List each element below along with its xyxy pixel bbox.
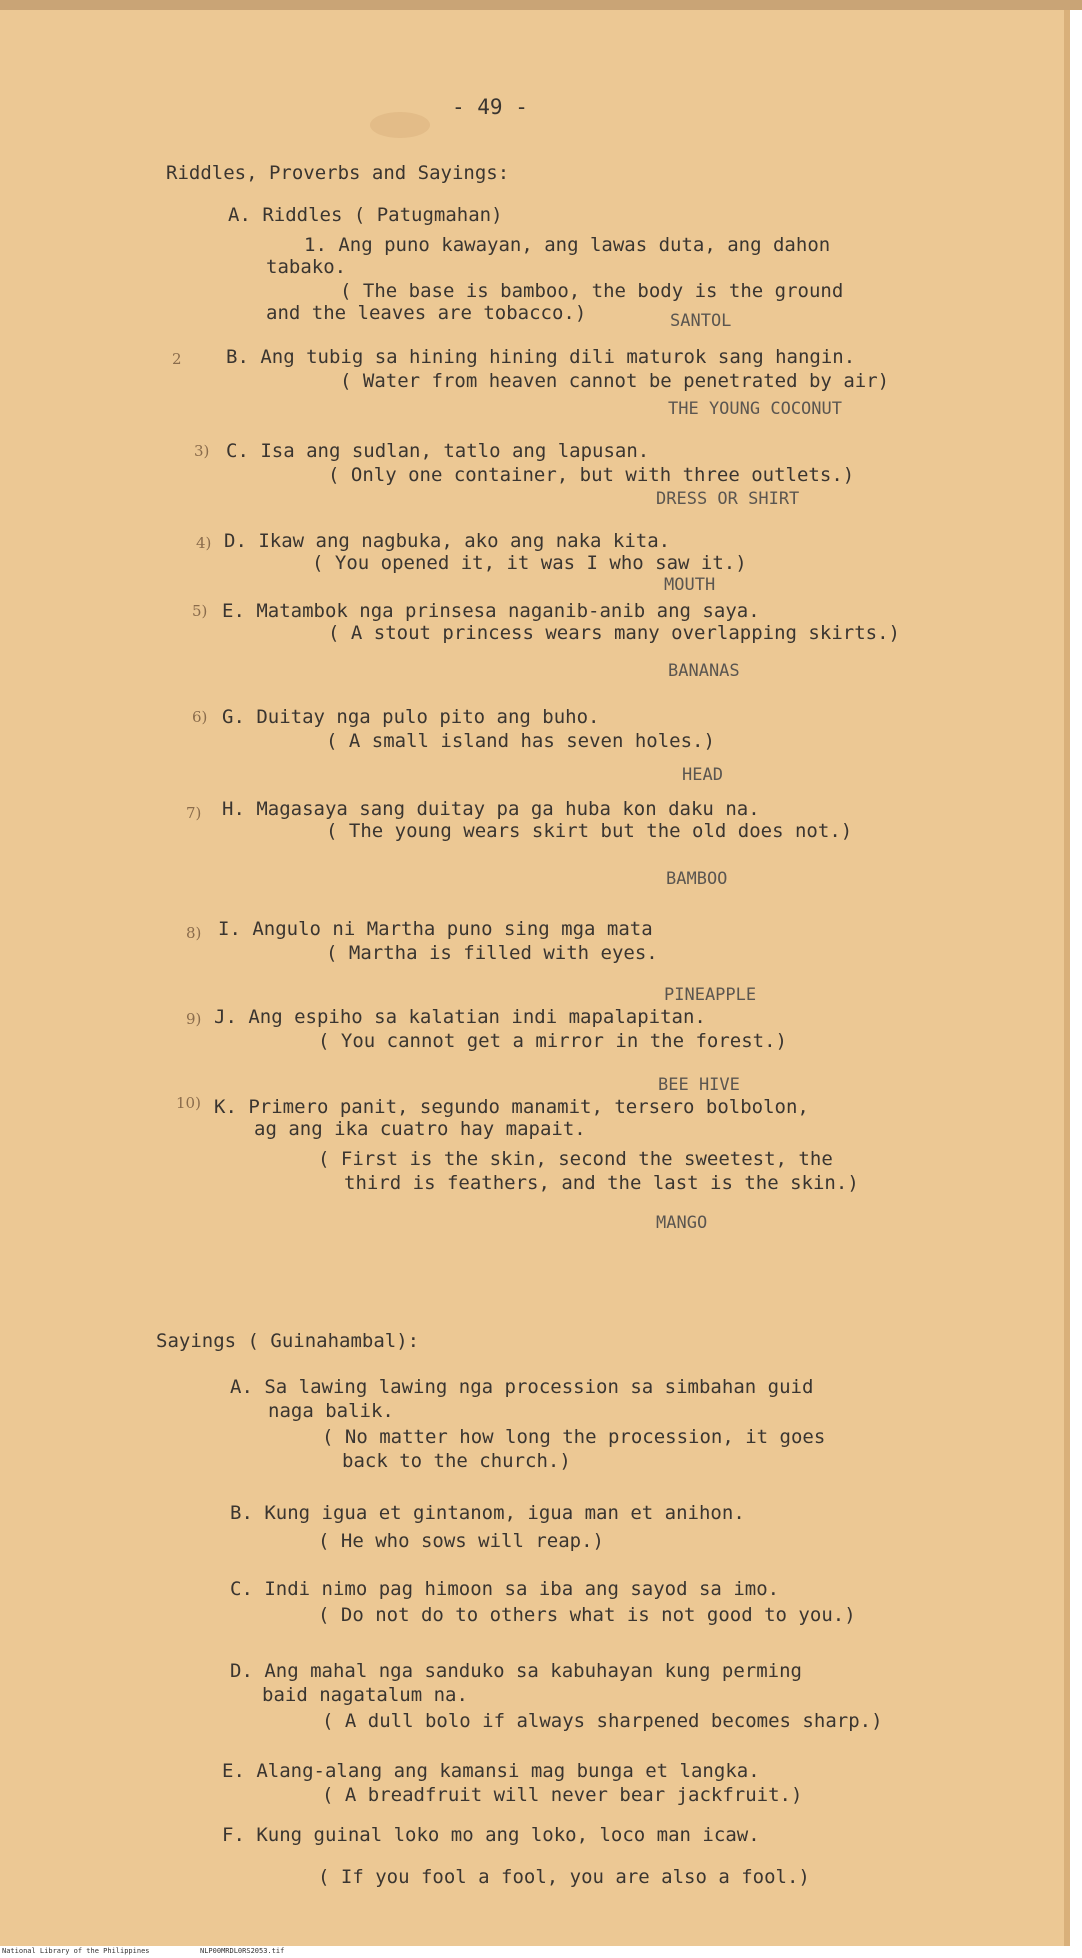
subheading-riddles: A. Riddles ( Patugmahan) [228, 204, 503, 226]
riddle-k-line-3: ( First is the skin, second the sweetest, the [318, 1148, 833, 1170]
riddle-e-line-1: E. Matambok nga prinsesa naganib-anib ang saya. [222, 600, 760, 622]
riddle-c-number-mark: 3) [194, 442, 210, 460]
riddle-1-line-3: ( The base is bamboo, the body is the ground [340, 280, 844, 302]
footer-bar [0, 1946, 1082, 1958]
riddle-1-line-4: and the leaves are tobacco.) [266, 302, 587, 324]
saying-a-line-4: back to the church.) [342, 1450, 571, 1472]
scan-edge [0, 0, 1082, 10]
riddle-e-number-mark: 5) [192, 602, 208, 620]
saying-e-line-1: E. Alang-alang ang kamansi mag bunga et langka. [222, 1760, 760, 1782]
riddle-h-line-2: ( The young wears skirt but the old does not.) [326, 820, 853, 842]
riddle-e-answer: BANANAS [668, 661, 740, 681]
riddle-c-answer: DRESS OR SHIRT [656, 489, 800, 509]
saying-a-line-1: A. Sa lawing lawing nga procession sa simbahan guid [230, 1376, 814, 1398]
riddle-k-line-4: third is feathers, and the last is the skin.) [344, 1172, 859, 1194]
riddle-g-line-1: G. Duitay nga pulo pito ang buho. [222, 706, 600, 728]
saying-b-line-2: ( He who sows will reap.) [318, 1530, 604, 1552]
paper-stain [370, 112, 430, 138]
riddle-g-number-mark: 6) [192, 708, 208, 726]
saying-a-line-2: naga balik. [268, 1400, 394, 1422]
section-heading-riddles: Riddles, Proverbs and Sayings: [166, 162, 510, 184]
riddle-d-line-2: ( You opened it, it was I who saw it.) [312, 552, 747, 574]
riddle-h-answer: BAMBOO [666, 869, 728, 889]
riddle-k-number-mark: 10) [176, 1094, 201, 1112]
riddle-b-answer: THE YOUNG COCONUT [668, 399, 842, 419]
page-number: - 49 - [452, 95, 528, 119]
riddle-j-line-1: J. Ang espiho sa kalatian indi mapalapitan. [214, 1006, 706, 1028]
riddle-d-line-1: D. Ikaw ang nagbuka, ako ang naka kita. [224, 530, 671, 552]
saying-f-line-2: ( If you fool a fool, you are also a fool.) [318, 1866, 810, 1888]
riddle-1-answer: SANTOL [670, 311, 732, 331]
saying-b-line-1: B. Kung igua et gintanom, igua man et anihon. [230, 1502, 745, 1524]
riddle-k-line-1: K. Primero panit, segundo manamit, tersero bolbolon, [214, 1096, 809, 1118]
riddle-c-line-2: ( Only one container, but with three outlets.) [328, 464, 855, 486]
riddle-k-line-2: ag ang ika cuatro hay mapait. [254, 1118, 586, 1140]
riddle-j-number-mark: 9) [186, 1010, 202, 1028]
riddle-g-answer: HEAD [682, 765, 723, 785]
riddle-i-line-1: I. Angulo ni Martha puno sing mga mata [218, 918, 653, 940]
saying-d-line-2: baid nagatalum na. [262, 1684, 468, 1706]
riddle-e-line-2: ( A stout princess wears many overlapping skirts.) [328, 622, 900, 644]
riddle-j-line-2: ( You cannot get a mirror in the forest.) [318, 1030, 787, 1052]
riddle-i-line-2: ( Martha is filled with eyes. [326, 942, 658, 964]
riddle-h-number-mark: 7) [186, 804, 202, 822]
riddle-b-line-2: ( Water from heaven cannot be penetrated by air) [340, 370, 890, 392]
saying-f-line-1: F. Kung guinal loko mo ang loko, loco man icaw. [222, 1824, 760, 1846]
saying-d-line-3: ( A dull bolo if always sharpened becomes sharp.) [322, 1710, 883, 1732]
saying-c-line-1: C. Indi nimo pag himoon sa iba ang sayod sa imo. [230, 1578, 780, 1600]
saying-d-line-1: D. Ang mahal nga sanduko sa kabuhayan kung perming [230, 1660, 802, 1682]
riddle-j-answer: BEE HIVE [658, 1075, 740, 1095]
riddle-d-answer: MOUTH [664, 575, 716, 595]
riddle-i-answer: PINEAPPLE [664, 985, 757, 1005]
riddle-b-line-1: B. Ang tubig sa hining hining dili maturok sang hangin. [226, 346, 856, 368]
riddle-c-line-1: C. Isa ang sudlan, tatlo ang lapusan. [226, 440, 650, 462]
saying-a-line-3: ( No matter how long the procession, it goes [322, 1426, 826, 1448]
riddle-1-line-1: 1. Ang puno kawayan, ang lawas duta, ang dahon [304, 234, 831, 256]
section-heading-sayings: Sayings ( Guinahambal): [156, 1330, 420, 1352]
riddle-k-answer: MANGO [656, 1213, 708, 1233]
footer-file-id: NLP00MRDL0RS2053.tif [200, 1947, 285, 1955]
riddle-h-line-1: H. Magasaya sang duitay pa ga huba kon daku na. [222, 798, 760, 820]
footer-library: National Library of the Philippines [2, 1947, 150, 1955]
riddle-b-number-mark: 2 [172, 350, 182, 368]
saying-c-line-2: ( Do not do to others what is not good to you.) [318, 1604, 856, 1626]
riddle-d-number-mark: 4) [196, 534, 212, 552]
riddle-i-number-mark: 8) [186, 924, 202, 942]
riddle-g-line-2: ( A small island has seven holes.) [326, 730, 715, 752]
saying-e-line-2: ( A breadfruit will never bear jackfruit.) [322, 1784, 803, 1806]
riddle-1-line-2: tabako. [266, 256, 347, 278]
